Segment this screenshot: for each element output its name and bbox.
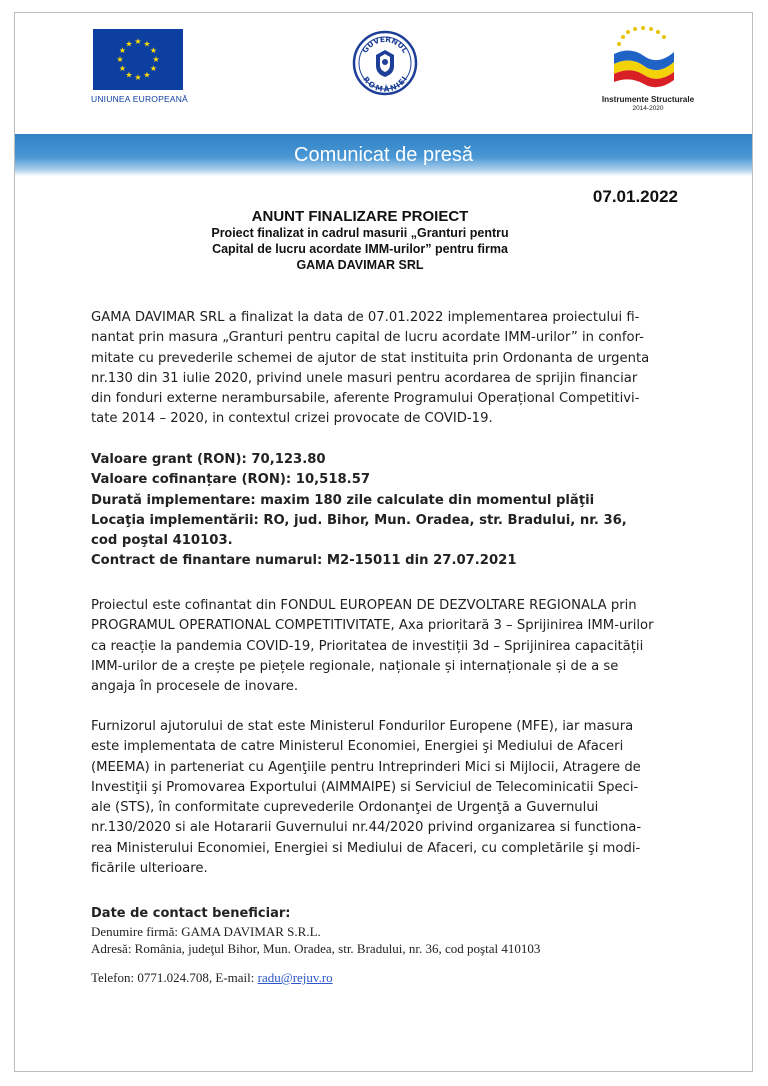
paragraph-line: IMM-urilor de a crește pe piețele regionale, naționale și internaționale și de a se [91,658,619,674]
paragraph-line: ca reacție la pandemia COVID-19, Prioritatea de investiții 3d – Sprijinirea capacității [91,638,644,654]
svg-text:★: ★ [152,55,160,64]
heading-subtitle-3: GAMA DAVIMAR SRL [296,258,424,272]
structural-instruments-caption [598,95,698,112]
paragraph-line: tate 2014 – 2020, in contextul crizei provocate de COVID-19. [91,411,493,427]
provider-paragraph [91,717,677,879]
fact-location: Locaţia implementării: RO, jud. Bihor, Mun. Oradea, str. Bradului, nr. 36, [91,512,627,528]
project-facts [91,450,677,572]
heading-subtitle-1: Proiect finalizat in cadrul masurii „Granturi pentru [211,226,509,240]
paragraph-line: din fonduri externe nerambursabile, aferente Programului Operațional Competitivi- [91,391,640,407]
svg-text:★: ★ [143,70,151,80]
announcement-heading [130,208,590,273]
contact-section [91,905,691,957]
press-release-banner [15,134,752,176]
contact-company: Denumire firmă: GAMA DAVIMAR S.R.L. [91,924,321,939]
structural-instruments-logo [608,24,678,94]
contact-title: Date de contact beneficiar: [91,906,291,921]
svg-text:★: ★ [118,64,127,73]
banner-title: Comunicat de presă [294,144,473,166]
svg-text:★: ★ [125,70,133,80]
structural-years: 2014-2020 [632,105,664,112]
paragraph-line: Proiectul este cofinantat din FONDUL EUROPEAN DE DEZVOLTARE REGIONALA prin [91,598,637,613]
heading-title: ANUNT FINALIZARE PROIECT [251,208,469,225]
fact-cofinance-value: Valoare cofinanțare (RON): 10,518.57 [91,472,371,488]
eu-caption: UNIUNEA EUROPEANĂ [91,94,188,104]
paragraph-line: PROGRAMUL OPERATIONAL COMPETITIVITATE, Axa prioritară 3 – Sprijinirea IMM-urilor [91,618,654,634]
paragraph-line: nantat prin masura „Granturi pentru capital de lucru acordate IMM-urilor” in confor- [91,330,644,346]
svg-text:★: ★ [134,73,142,82]
heading-subtitle-2: Capital de lucru acordate IMM-urilor” pentru firma [212,242,508,256]
contact-phone: Telefon: 0771.024.708, E-mail: [91,970,258,985]
government-seal-logo [352,30,418,96]
paragraph-line: nr.130/2020 si ale Hotararii Guvernului nr.44/2020 privind organizarea si functiona- [91,820,642,836]
fact-grant-value: Valoare grant (RON): 70,123.80 [91,452,326,467]
structural-caption: Instrumente Structurale [601,95,695,104]
paragraph-line: Investiţii şi Promovarea Exportului (AIMMAIPE) si Serviciul de Telecominicatii Speci- [91,779,639,795]
svg-text:★: ★ [149,46,158,55]
svg-text:★: ★ [143,39,151,49]
svg-text:★: ★ [134,37,142,46]
paragraph-line: mitate cu prevederile schemei de ajutor de stat instituita prin Ordonanta de urgenta [91,350,650,366]
intro-paragraph [91,308,677,430]
fact-postal-code: cod poştal 410103. [91,533,233,549]
svg-text:★: ★ [125,39,133,49]
paragraph-line: rea Ministerului Economiei, Energiei si Mediului de Afaceri, cu completările şi modi- [91,840,641,856]
paragraph-line: ficările ulterioare. [91,861,208,877]
fact-duration: Durată implementare: maxim 180 zile calculate din momentul plăţii [91,492,595,508]
seal-text-bottom: ROMÂNIEI [361,74,409,94]
paragraph-line: ale (STS), în conformitate cuprevederile Ordonanţei de Urgenţă a Guvernului [91,800,599,816]
svg-text:★: ★ [116,55,124,64]
eu-stars-icon [93,29,183,90]
eu-flag-logo [93,29,183,90]
paragraph-line: este implementata de catre Ministerul Economiei, Energiei şi Mediului de Afaceri [91,739,624,755]
seal-text-top: GUVERNUL [360,34,410,55]
contact-phone-email [91,970,333,986]
contact-email-link[interactable]: radu@rejuv.ro [257,970,333,985]
paragraph-line: (MEEMA) in parteneriat cu Agenţiile pentru Intreprinderi Mici si Mijlocii, Atragere de [91,759,641,775]
svg-text:★: ★ [149,64,158,73]
paragraph-line: angaja în procesele de inovare. [91,679,299,695]
paragraph-line: nr.130 din 31 iulie 2020, privind unele masuri pentru acordarea de sprijin financiar [91,370,638,386]
paragraph-line: Furnizorul ajutorului de stat este Ministerul Fondurilor Europene (MFE), iar masura [91,719,634,734]
cofinance-paragraph [91,596,677,697]
release-date: 07.01.2022 [592,187,678,206]
svg-text:★: ★ [118,46,127,55]
fact-contract: Contract de finantare numarul: M2-15011 din 27.07.2021 [91,553,517,569]
contact-address: Adresă: România, judeţul Bihor, Mun. Oradea, str. Bradului, nr. 36, cod poştal 410103 [91,941,541,956]
paragraph-line: GAMA DAVIMAR SRL a finalizat la data de 07.01.2022 implementarea proiectului fi- [91,310,640,325]
